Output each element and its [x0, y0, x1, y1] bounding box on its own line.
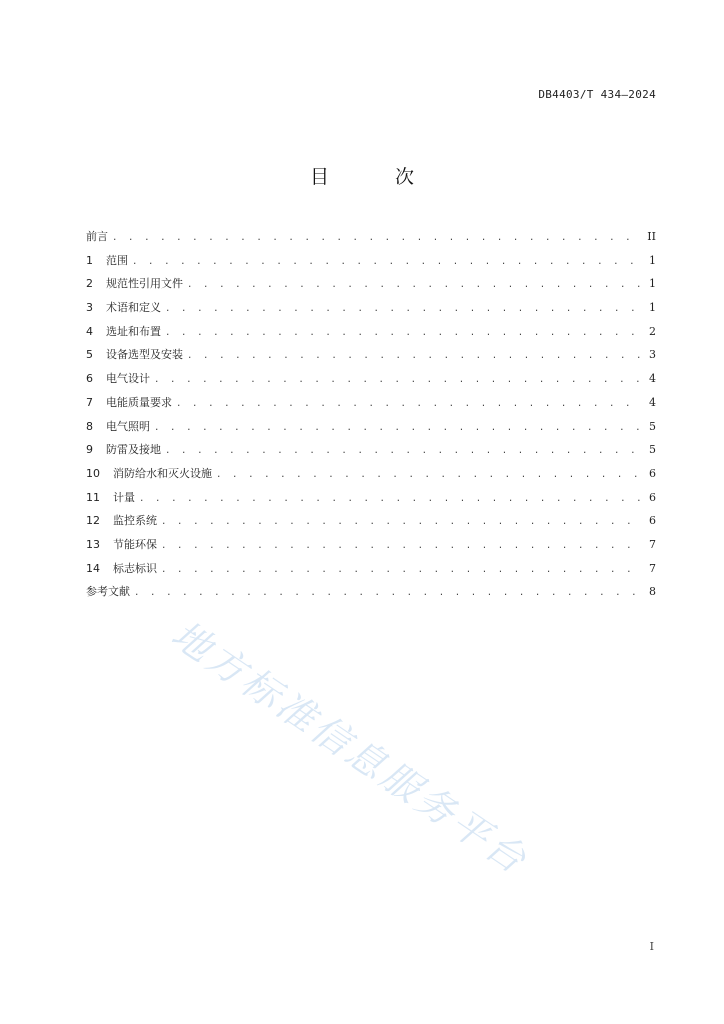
- toc-leader-dots: [154, 419, 642, 437]
- toc-entry[interactable]: [86, 583, 656, 607]
- toc-leader-dots: [165, 300, 642, 318]
- toc-entry-number: 10: [86, 466, 100, 480]
- toc-entry-page: 5: [649, 443, 656, 457]
- toc-entry-page: 5: [649, 419, 656, 433]
- toc-leader-dots: [187, 347, 642, 365]
- toc-entry[interactable]: [86, 228, 656, 252]
- toc-entry-label: 消防给水和灭火设施: [113, 466, 212, 480]
- toc-entry-label: 电气设计: [106, 372, 150, 386]
- toc-leader-dots: [165, 442, 642, 460]
- toc-entry-page: 1: [649, 253, 656, 267]
- toc-entry[interactable]: [86, 299, 656, 323]
- page-title: 目 次: [309, 166, 445, 188]
- toc-entry-page: 6: [649, 466, 656, 480]
- toc-entry-number: 3: [86, 301, 93, 315]
- toc-entry-number: 9: [86, 443, 93, 457]
- toc-entry-label: 选址和布置: [106, 324, 161, 338]
- toc-entry-number: 8: [86, 419, 93, 433]
- toc-entry[interactable]: [86, 512, 656, 536]
- toc-entry-label: 电能质量要求: [106, 395, 172, 409]
- toc-entry-label: 防雷及接地: [106, 443, 161, 457]
- toc-entry-page: 1: [649, 277, 656, 291]
- toc-entry-page: 6: [649, 514, 656, 528]
- toc-leader-dots: [161, 513, 642, 531]
- toc-entry-number: 14: [86, 561, 100, 575]
- toc-entry-label: 规范性引用文件: [106, 277, 183, 291]
- toc-entry-page: II: [647, 230, 656, 243]
- toc-entry-label: 设备选型及安装: [106, 348, 183, 362]
- toc-entry-page: 4: [649, 372, 656, 386]
- toc-entry[interactable]: [86, 275, 656, 299]
- toc-leader-dots: [134, 584, 642, 602]
- toc-entry[interactable]: [86, 370, 656, 394]
- toc-entry-label: 节能环保: [113, 537, 157, 551]
- toc-entry[interactable]: [86, 465, 656, 489]
- toc-entry-page: 7: [649, 561, 656, 575]
- toc-entry[interactable]: [86, 252, 656, 276]
- toc-entry-number: 4: [86, 324, 93, 338]
- toc-entry-number: 12: [86, 514, 100, 528]
- toc-entry-number: 5: [86, 348, 93, 362]
- toc-entry-page: 2: [649, 324, 656, 338]
- toc-entry-number: 6: [86, 372, 93, 386]
- toc-entry[interactable]: [86, 418, 656, 442]
- toc-entry-label: 电气照明: [106, 419, 150, 433]
- toc-entry-label: 标志标识: [113, 561, 157, 575]
- toc-entry[interactable]: [86, 346, 656, 370]
- toc-leader-dots: [216, 466, 642, 484]
- toc-entry-page: 7: [649, 537, 656, 551]
- toc-entry-label: 参考文献: [86, 585, 130, 599]
- toc-entry[interactable]: [86, 323, 656, 347]
- toc-entry[interactable]: [86, 394, 656, 418]
- toc-entry[interactable]: [86, 441, 656, 465]
- toc-entry-label: 术语和定义: [106, 301, 161, 315]
- toc-entry-label: 范围: [106, 253, 128, 267]
- toc-entry[interactable]: [86, 489, 656, 513]
- toc-entry-number: 1: [86, 253, 93, 267]
- page-number: I: [649, 940, 654, 953]
- toc-entry-page: 6: [649, 490, 656, 504]
- toc-entry-label: 计量: [113, 490, 135, 504]
- toc-entry-number: 11: [86, 490, 100, 504]
- toc-entry[interactable]: [86, 536, 656, 560]
- toc-entry-page: 8: [649, 585, 656, 599]
- toc-leader-dots: [132, 253, 642, 271]
- toc-entry-page: 3: [649, 348, 656, 362]
- document-code: DB4403/T 434—2024: [538, 88, 656, 101]
- toc-entry-number: 13: [86, 537, 100, 551]
- toc-leader-dots: [154, 371, 642, 389]
- watermark-text: 地方标准信息服务平台: [163, 612, 537, 884]
- toc-entry-page: 4: [649, 395, 656, 409]
- toc-leader-dots: [161, 537, 642, 555]
- toc-leader-dots: [187, 276, 642, 294]
- toc-leader-dots: [139, 490, 642, 508]
- toc-entry-label: 前言: [86, 230, 108, 243]
- toc-leader-dots: [176, 395, 642, 413]
- toc-leader-dots: [161, 561, 642, 579]
- toc-entry-page: 1: [649, 301, 656, 315]
- toc-leader-dots: [112, 229, 642, 247]
- toc-leader-dots: [165, 324, 642, 342]
- toc-entry[interactable]: [86, 560, 656, 584]
- toc-entry-number: 2: [86, 277, 93, 291]
- table-of-contents: [86, 228, 656, 607]
- toc-entry-number: 7: [86, 395, 93, 409]
- toc-entry-label: 监控系统: [113, 514, 157, 528]
